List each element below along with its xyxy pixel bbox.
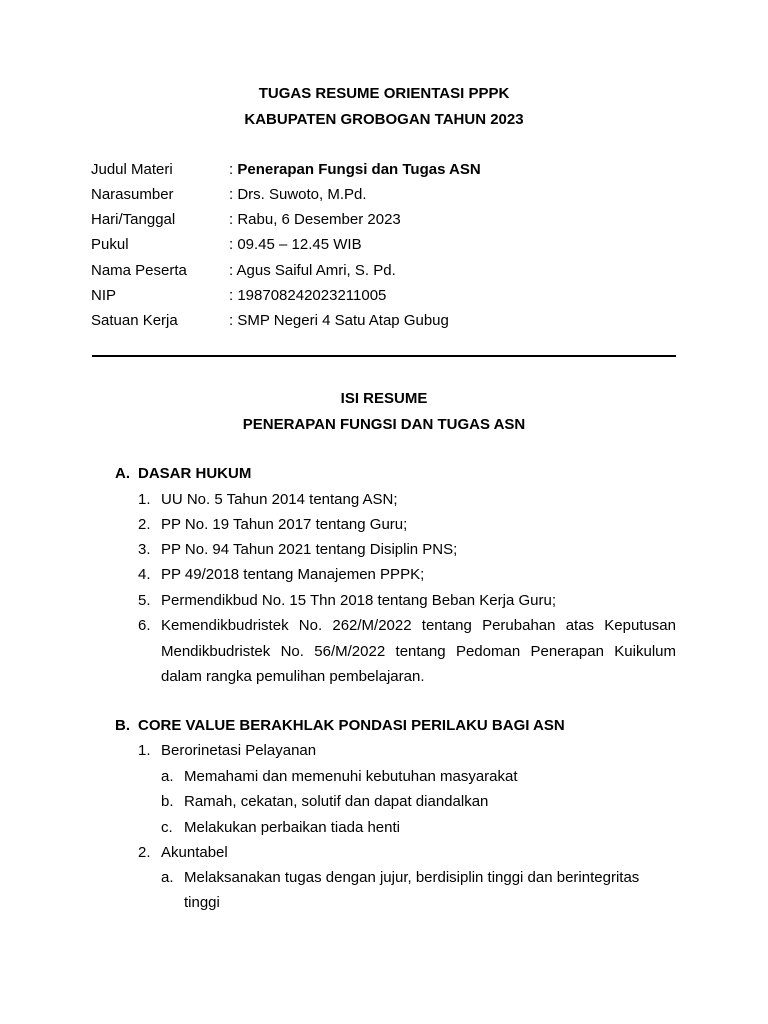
list-number: 6.: [138, 617, 151, 634]
info-value: : Agus Saiful Amri, S. Pd.: [229, 262, 396, 279]
list-number: 1.: [138, 742, 151, 759]
sublist-item-line: tinggi: [184, 894, 220, 911]
list-item-line: dalam rangka pemulihan pembelajaran.: [161, 668, 425, 685]
info-label: Narasumber: [91, 186, 174, 203]
list-item: Berorinetasi Pelayanan: [161, 742, 317, 759]
sublist-letter: b.: [161, 793, 174, 810]
sublist-item: Melakukan perbaikan tiada henti: [184, 819, 400, 836]
info-value: : SMP Negeri 4 Satu Atap Gubug: [229, 312, 449, 329]
info-label: Judul Materi: [91, 161, 173, 178]
sublist-item: Melaksanakan tugas dengan jujur, berdisiplin tinggi dan berintegritas: [184, 869, 640, 886]
list-item: PP No. 94 Tahun 2021 tentang Disiplin PNS;: [161, 541, 458, 558]
sublist-letter: c.: [161, 819, 173, 836]
list-number: 5.: [138, 592, 151, 609]
info-value: : 198708242023211005: [229, 287, 387, 304]
list-number: 2.: [138, 844, 151, 861]
section-heading: CORE VALUE BERAKHLAK PONDASI PERILAKU BAGI ASN: [138, 717, 565, 734]
list-item: Permendikbud No. 15 Thn 2018 tentang Beban Kerja Guru;: [161, 592, 556, 609]
list-item: PP 49/2018 tentang Manajemen PPPK;: [161, 566, 425, 583]
info-label: Hari/Tanggal: [91, 211, 176, 228]
list-item: UU No. 5 Tahun 2014 tentang ASN;: [161, 491, 398, 508]
sublist-letter: a.: [161, 869, 174, 886]
list-item: Akuntabel: [161, 844, 228, 861]
document-title: TUGAS RESUME ORIENTASI PPPK: [258, 85, 510, 102]
info-value-bold: Penerapan Fungsi dan Tugas ASN: [237, 161, 481, 178]
info-value: : 09.45 – 12.45 WIB: [229, 236, 362, 253]
section-heading: DASAR HUKUM: [138, 465, 252, 482]
list-item-line: Mendikbudristek No. 56/M/2022 tentang Pedoman Penerapan Kuikulum: [161, 643, 676, 660]
sublist-item: Ramah, cekatan, solutif dan dapat diandalkan: [184, 793, 489, 810]
list-number: 2.: [138, 516, 151, 533]
sublist-letter: a.: [161, 768, 174, 785]
info-value: : Drs. Suwoto, M.Pd.: [229, 186, 367, 203]
list-item: PP No. 19 Tahun 2017 tentang Guru;: [161, 516, 408, 533]
list-number: 3.: [138, 541, 151, 558]
info-label: NIP: [91, 287, 117, 304]
document-subtitle: KABUPATEN GROBOGAN TAHUN 2023: [244, 111, 524, 128]
list-number: 1.: [138, 491, 151, 508]
info-value: : Penerapan Fungsi dan Tugas ASN: [229, 161, 481, 178]
resume-subtitle: PENERAPAN FUNGSI DAN TUGAS ASN: [242, 416, 526, 433]
info-label: Nama Peserta: [91, 262, 187, 279]
list-number: 4.: [138, 566, 151, 583]
resume-title: ISI RESUME: [340, 390, 428, 407]
info-label: Satuan Kerja: [91, 312, 178, 329]
info-value: : Rabu, 6 Desember 2023: [229, 211, 401, 228]
list-item-line: Kemendikbudristek No. 262/M/2022 tentang Perubahan atas Keputusan: [161, 617, 676, 634]
sublist-item: Memahami dan memenuhi kebutuhan masyarakat: [184, 768, 518, 785]
section-letter: B.: [115, 717, 130, 734]
section-letter: A.: [115, 465, 130, 482]
horizontal-divider: [92, 355, 676, 357]
info-label: Pukul: [91, 236, 129, 253]
